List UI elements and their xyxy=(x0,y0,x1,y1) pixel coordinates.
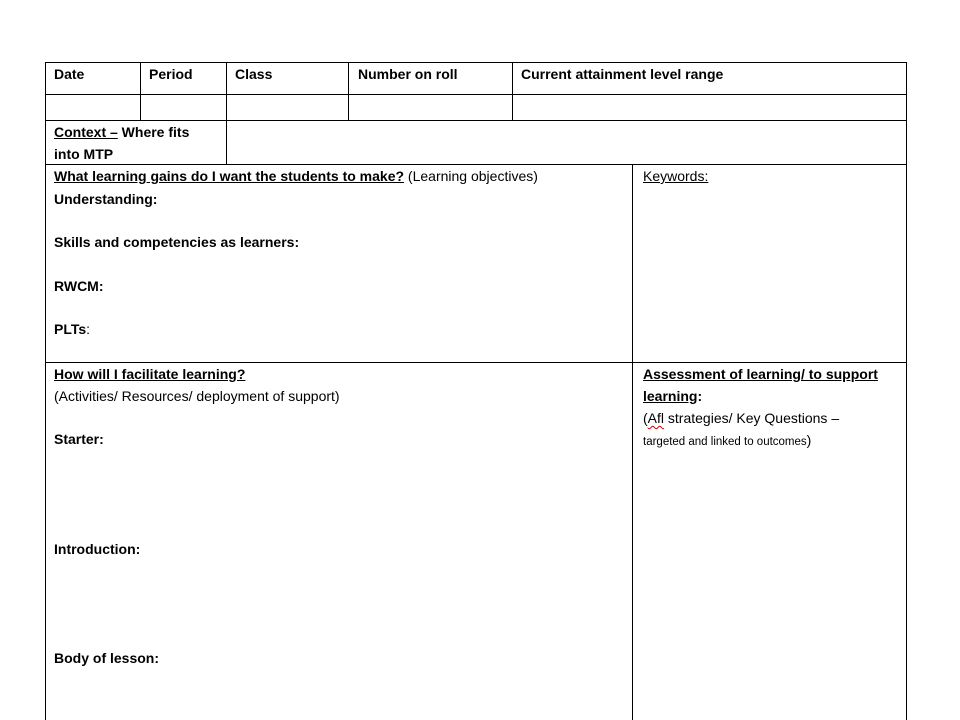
col-divider-period xyxy=(140,62,141,120)
objectives-row-divider xyxy=(45,362,907,363)
plts-label-text: PLTs xyxy=(54,321,87,337)
body-of-lesson-label: Body of lesson: xyxy=(54,650,160,666)
table-border-top xyxy=(45,62,907,63)
learning-gains-title: What learning gains do I want the students to make? xyxy=(54,168,405,184)
col-divider-right-panel xyxy=(632,164,633,720)
blank-row-divider xyxy=(45,120,907,121)
keywords-label: Keywords: xyxy=(643,168,709,184)
afl-word: Afl xyxy=(647,410,665,426)
header-row-divider xyxy=(45,94,907,95)
context-label-rest: Where fits xyxy=(117,124,190,140)
introduction-label: Introduction: xyxy=(54,541,141,557)
assessment-heading-line2 xyxy=(643,386,702,407)
starter-label: Starter: xyxy=(54,431,104,447)
header-number-on-roll: Number on roll xyxy=(358,66,458,82)
learning-gains-heading xyxy=(54,166,538,187)
understanding-label: Understanding: xyxy=(54,191,158,207)
learning-gains-note: (Learning objectives) xyxy=(404,168,538,184)
col-divider-attainment xyxy=(512,62,513,120)
plts-label-colon: : xyxy=(86,321,91,337)
assessment-open-paren: ( xyxy=(643,410,648,426)
header-date: Date xyxy=(54,66,85,82)
col-divider-roll xyxy=(348,62,349,120)
context-label xyxy=(54,122,189,143)
context-label-line2: into MTP xyxy=(54,146,114,162)
rwcm-label: RWCM: xyxy=(54,278,104,294)
table-border-left xyxy=(45,62,46,720)
assessment-close-paren: ) xyxy=(806,432,812,448)
context-label-underlined: Context – xyxy=(54,124,118,140)
col-divider-class xyxy=(226,62,227,164)
header-period: Period xyxy=(149,66,193,82)
table-border-right xyxy=(906,62,907,720)
assessment-outcomes-text: targeted and linked to outcomes xyxy=(643,436,807,448)
header-class: Class xyxy=(235,66,273,82)
assessment-afl-rest: strategies/ Key Questions – xyxy=(664,410,840,426)
context-row-divider xyxy=(45,164,907,165)
assessment-afl-line xyxy=(643,408,839,429)
assessment-heading-line1: Assessment of learning/ to support xyxy=(643,366,878,382)
assessment-heading-learning: learning xyxy=(643,388,698,404)
plts-label xyxy=(54,319,90,340)
skills-label: Skills and competencies as learners: xyxy=(54,234,300,250)
facilitate-heading: How will I facilitate learning? xyxy=(54,366,246,382)
assessment-heading-colon: : xyxy=(697,388,703,404)
facilitate-subtitle: (Activities/ Resources/ deployment of support) xyxy=(54,388,340,404)
header-attainment-range: Current attainment level range xyxy=(521,66,724,82)
assessment-outcomes-line xyxy=(643,430,811,453)
